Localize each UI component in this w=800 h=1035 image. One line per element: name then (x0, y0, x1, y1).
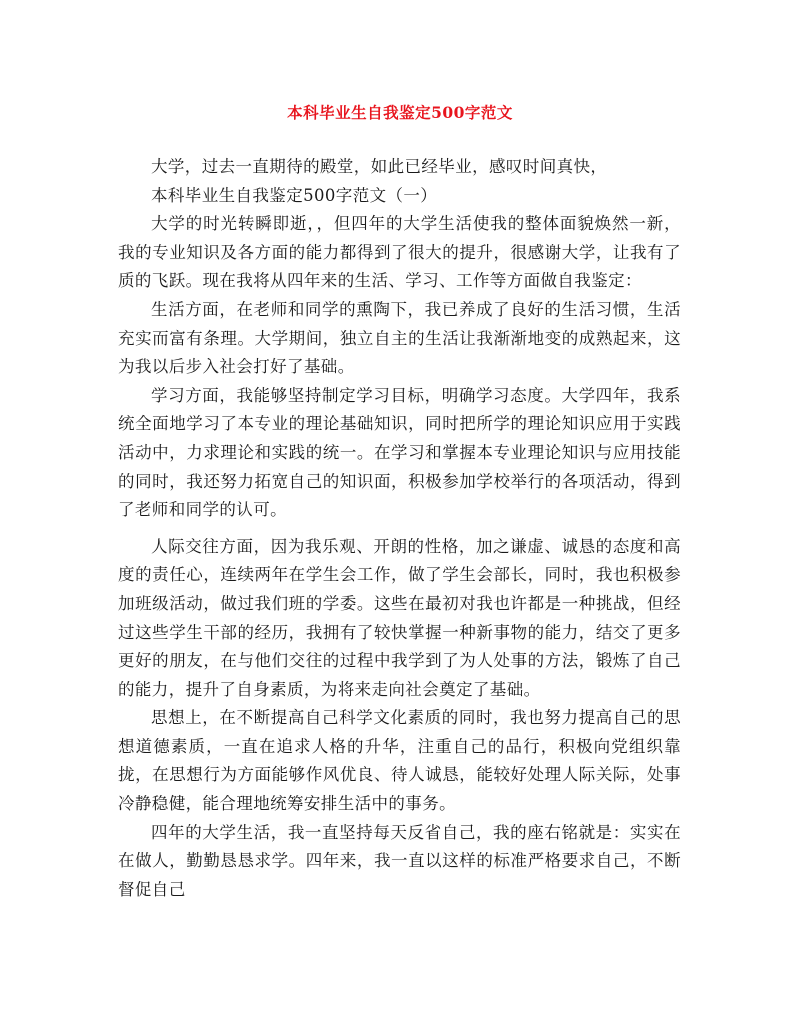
paragraph-social: 人际交往方面，因为我乐观、开朗的性格，加之谦虚、诚恳的态度和高度的责任心，连续两年在学生会工作，做了学生会部长，同时，我也积极参加班级活动，做过我们班的学委。这些在最初对我也许都是一种挑战，但经过这些学生干部的经历，我拥有了较快掌握一种新事物的能力，结交了更多更好的朋友，在与他们交往的过程中我学到了为人处事的方法，锻炼了自己的能力，提升了自身素质，为将来走向社会奠定了基础。 (118, 536, 681, 699)
paragraph-subtitle: 本科毕业生自我鉴定500字范文（一） (151, 185, 438, 205)
paragraph-thought: 思想上，在不断提高自己科学文化素质的同时，我也努力提高自己的思想道德素质，一直在追求人格的升华，注重自己的品行，积极向党组织靠拢，在思想行为方面能够作风优良、待人诚恳，能较好处理人际关际，处事冷静稳健，能合理地统筹安排生活中的事务。 (118, 708, 681, 814)
paragraph-overview: 大学的时光转瞬即逝，，但四年的大学生活使我的整体面貌焕然一新，我的专业知识及各方面的能力都得到了很大的提升，很感谢大学，让我有了质的飞跃。现在我将从四年来的生活、学习、工作等方面做自我鉴定： (118, 214, 681, 291)
paragraph-life: 生活方面，在老师和同学的熏陶下，我已养成了良好的生活习惯，生活充实而富有条理。大学期间，独立自主的生活让我渐渐地变的成熟起来，这为我以后步入社会打好了基础。 (118, 299, 681, 377)
paragraph-study: 学习方面，我能够坚持制定学习目标，明确学习态度。大学四年，我系统全面地学习了本专业的理论基础知识，同时把所学的理论知识应用于实践活动中，力求理论和实践的统一。在学习和掌握本专业理论知识与应用技能的同时，我还努力拓宽自己的知识面，积极参加学校举行的各项活动，得到了老师和同学的认可。 (118, 385, 681, 520)
document-title: 本科毕业生自我鉴定500字范文 (287, 103, 513, 122)
document-body (118, 153, 681, 904)
paragraph-intro: 大学，过去一直期待的殿堂，如此已经毕业，感叹时间真快， (151, 157, 608, 176)
paragraph-reflection: 四年的大学生活，我一直坚持每天反省自己，我的座右铭就是：实实在在做人，勤勤恳恳求学。四年来，我一直以这样的标准严格要求自己，不断督促自己 (118, 822, 681, 899)
